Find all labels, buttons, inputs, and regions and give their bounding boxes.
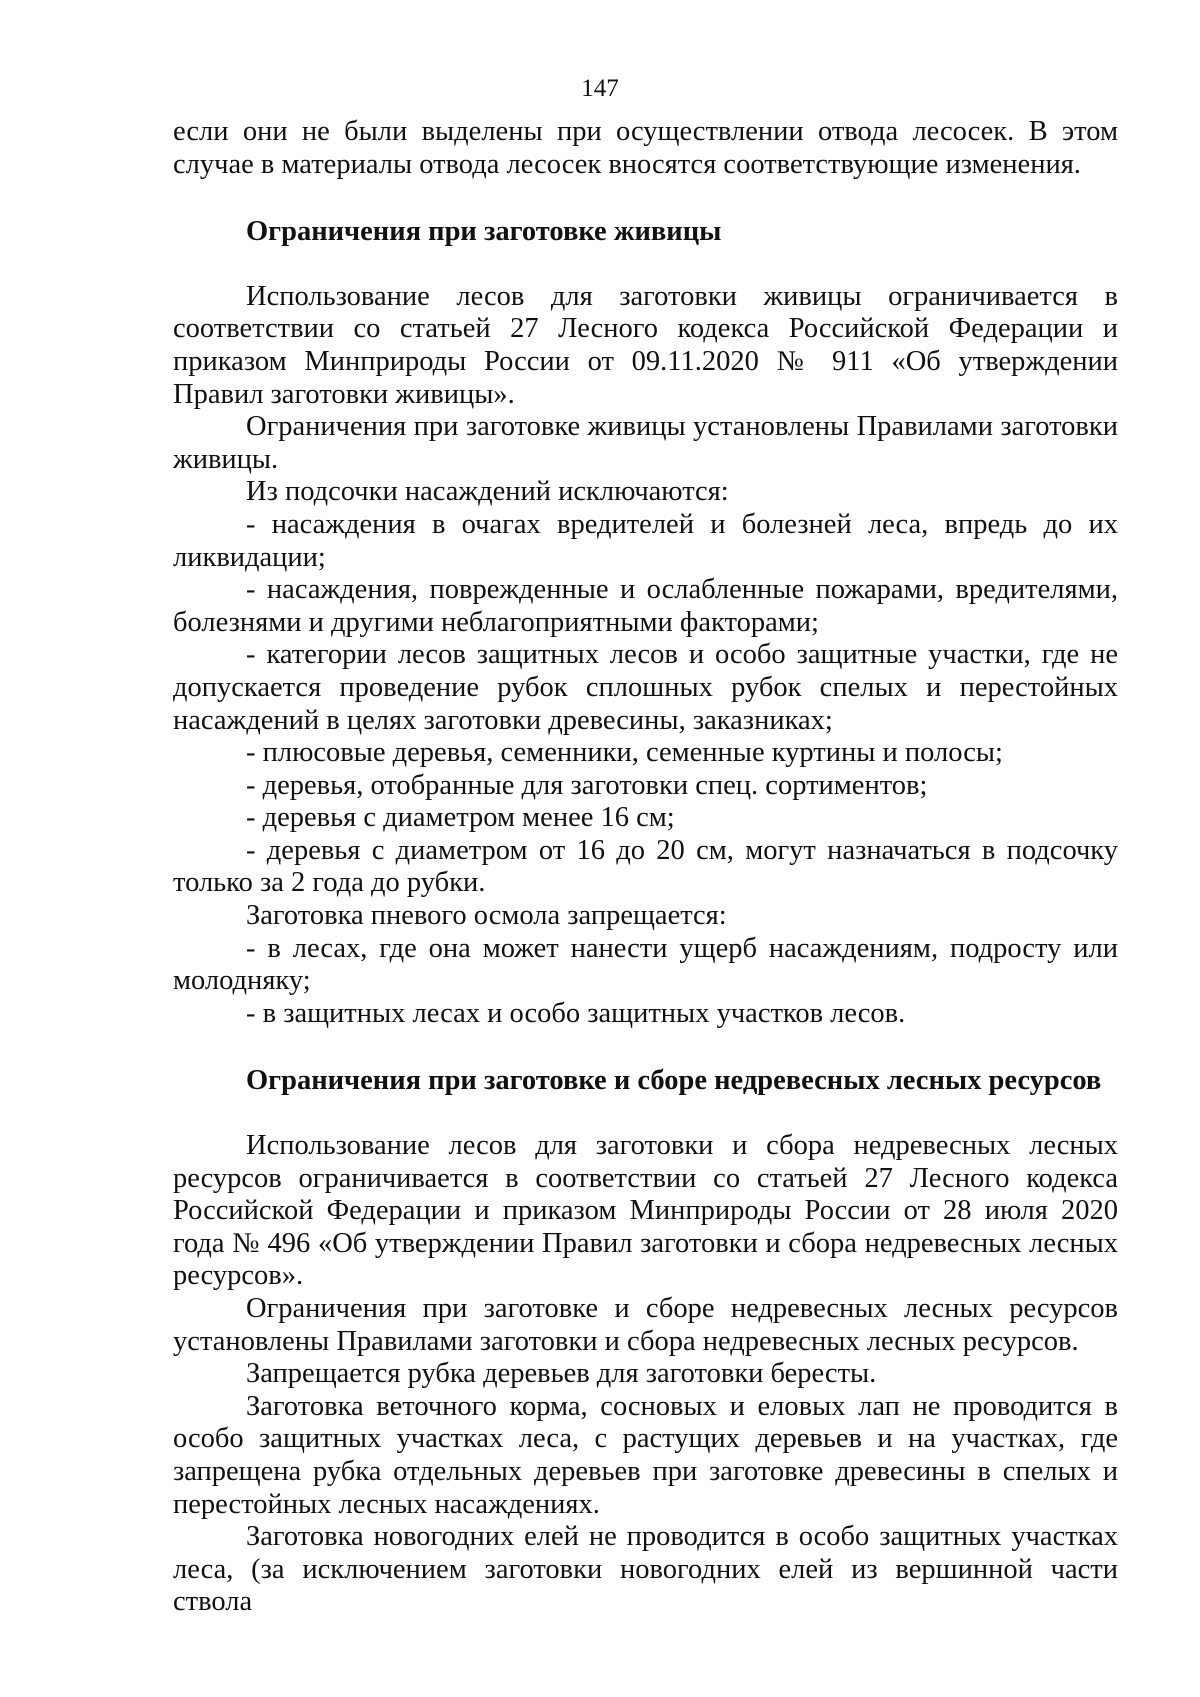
list-item: - деревья с диаметром менее 16 см; xyxy=(246,802,675,834)
list-item: - деревья, отобранные для заготовки спец. сортиментов; xyxy=(246,769,928,801)
list-item: - категории лесов защитных лесов и особо защитные участки, где не допускается проведение рубок сплошных рубок спелых и перестойных насаждений в целях заготовки древесины, заказниках; xyxy=(173,639,1118,736)
paragraph: Заготовка новогодних елей не проводится в особо защитных участках леса, (за исключением заготовки новогодних елей из вершинной части ствола xyxy=(173,1521,1118,1618)
list-item: - насаждения в очагах вредителей и болезней леса, впредь до их ликвидации; xyxy=(173,508,1118,573)
list-item: - в защитных лесах и особо защитных участков лесов. xyxy=(246,997,906,1029)
list-item: - плюсовые деревья, семенники, семенные куртины и полосы; xyxy=(246,737,1003,769)
paragraph: Использование лесов для заготовки и сбора недревесных лесных ресурсов ограничивается в соответствии со статьей 27 Лесного кодекса Российской Федерации и приказом Минприроды России от 28 июля 2020 года № 496 «Об утверждении Правил заготовки и сбора недревесных лесных ресурсов». xyxy=(173,1130,1118,1292)
intro-paragraph: если они не были выделены при осуществлении отвода лесосек. В этом случае в материалы отвода лесосек вносятся соответствующие изменения. xyxy=(173,116,1118,180)
paragraph: Запрещается рубка деревьев для заготовки бересты. xyxy=(246,1358,877,1390)
paragraph: Ограничения при заготовке и сборе недревесных лесных ресурсов установлены Правилами заготовки и сбора недревесных лесных ресурсов. xyxy=(173,1293,1118,1357)
section-body-non-wood xyxy=(173,1130,1118,1619)
page-content xyxy=(173,116,1118,1619)
paragraph: Ограничения при заготовке живицы установлены Правилами заготовки живицы. xyxy=(173,411,1118,475)
paragraph: Использование лесов для заготовки живицы ограничивается в соответствии со статьей 27 Лесного кодекса Российской Федерации и приказом Минприроды России от 09.11.2020 № 911 «Об утверждении Правил заготовки живицы». xyxy=(173,280,1118,410)
section-heading-resin: Ограничения при заготовке живицы xyxy=(246,216,722,248)
paragraph: Заготовка пневого осмола запрещается: xyxy=(246,900,727,932)
paragraph: Из подсочки насаждений исключаются: xyxy=(246,476,729,508)
paragraph: Заготовка веточного корма, сосновых и еловых лап не проводится в особо защитных участках леса, с растущих деревьев и на участках, где запрещена рубка отдельных деревьев при заготовке древесины в спелых и перестойных лесных насаждениях. xyxy=(173,1390,1118,1520)
list-item: - насаждения, поврежденные и ослабленные пожарами, вредителями, болезнями и другими неблагоприятными факторами; xyxy=(173,574,1118,638)
list-item: - в лесах, где она может нанести ущерб насаждениям, подросту или молодняку; xyxy=(173,932,1118,997)
page-number: 147 xyxy=(581,75,619,102)
list-item: - деревья с диаметром от 16 до 20 см, могут назначаться в подсочку только за 2 года до рубки. xyxy=(173,834,1118,899)
section-body-resin xyxy=(173,281,1118,1031)
section-heading-non-wood: Ограничения при заготовке и сборе недревесных лесных ресурсов xyxy=(246,1065,1102,1097)
